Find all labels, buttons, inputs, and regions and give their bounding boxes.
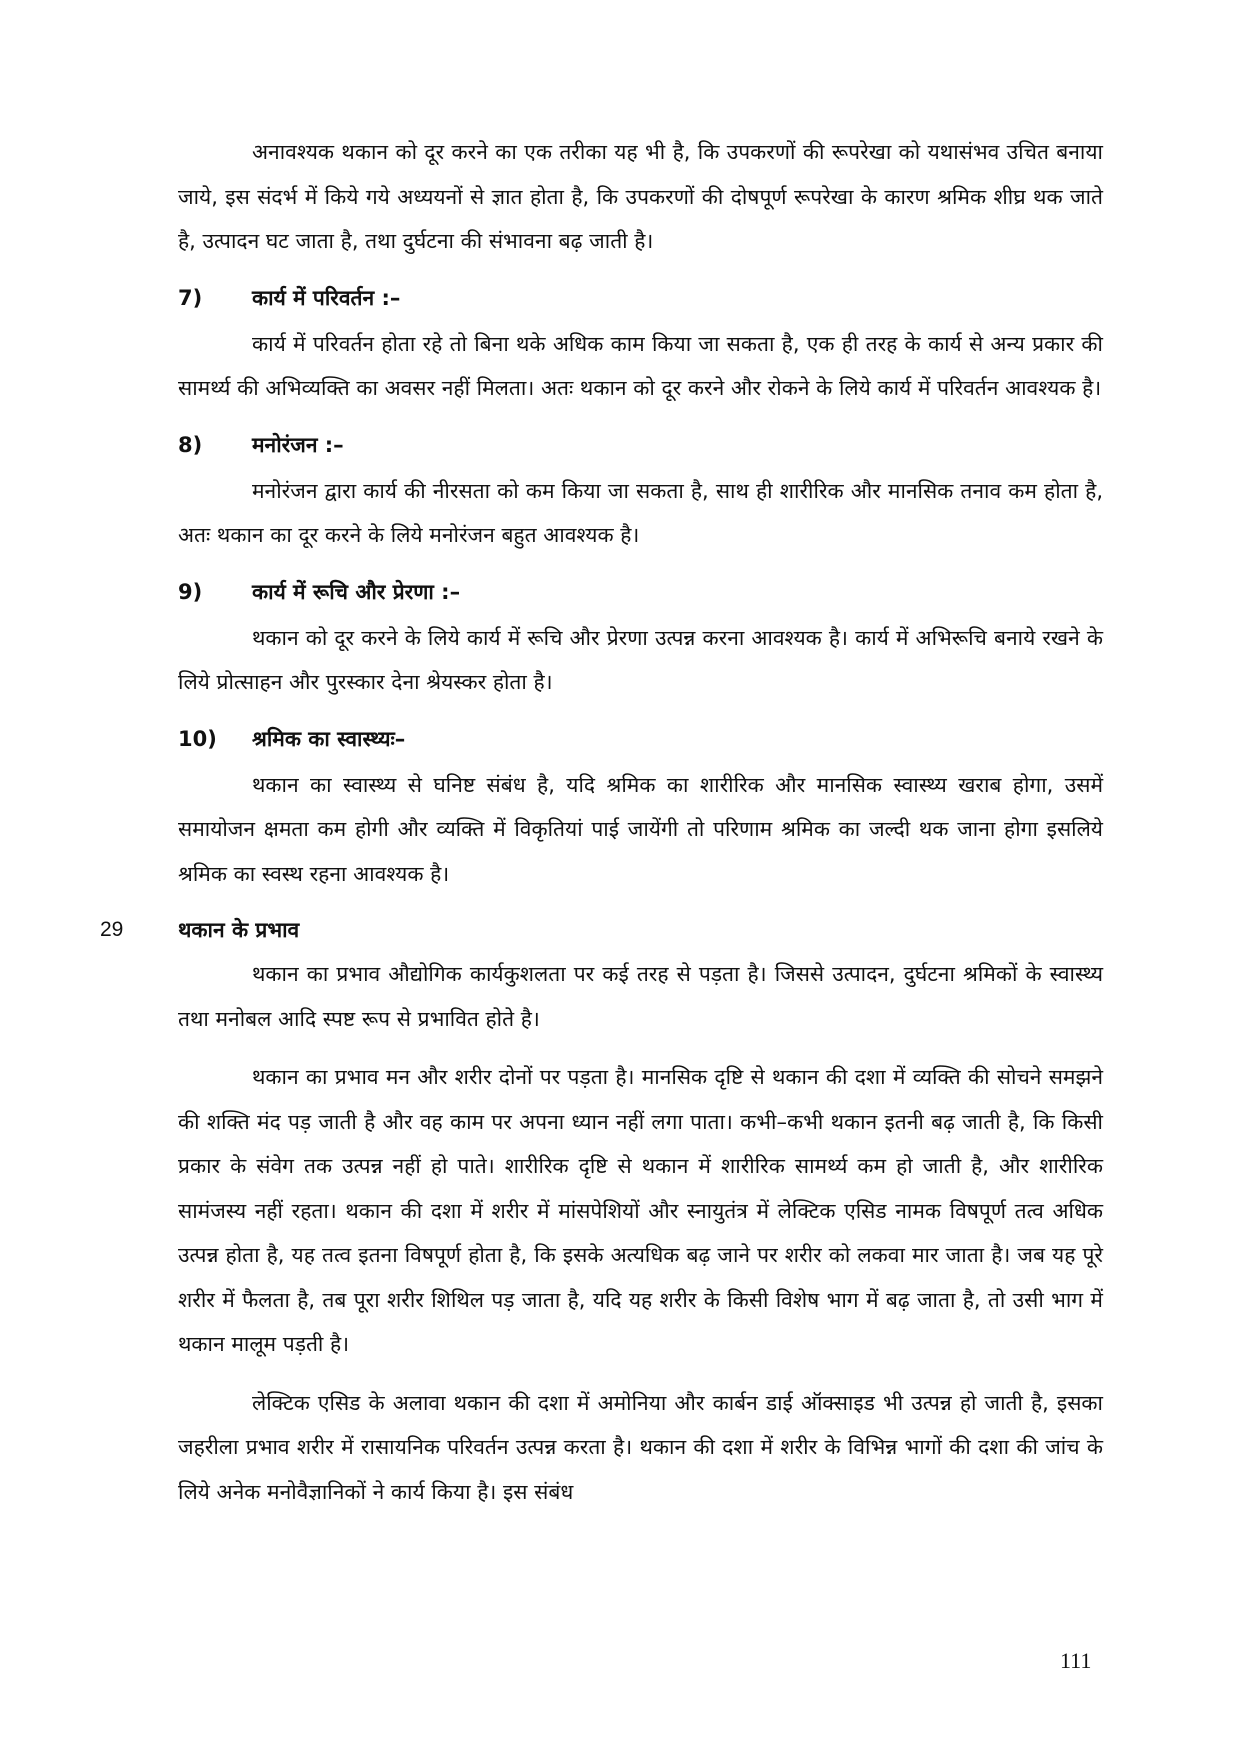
heading-title: कार्य में रूचि और प्रेरणा :–: [252, 579, 461, 604]
section-number: 29: [100, 918, 124, 941]
heading-number: 10): [178, 726, 217, 751]
heading-recreation: [178, 425, 1103, 465]
heading-interest-motivation: [178, 572, 1103, 612]
page-number: 111: [1060, 1648, 1092, 1673]
heading-title: मनोरंजन :–: [252, 432, 344, 457]
heading-number: 7): [178, 285, 203, 310]
heading-title: कार्य में परिवर्तन :–: [252, 285, 401, 310]
heading-number: 9): [178, 579, 203, 604]
section-title: थकान के प्रभाव: [178, 918, 300, 942]
paragraph-fatigue-effects-2: थकान का प्रभाव मन और शरीर दोनों पर पड़ता है। मानसिक दृष्टि से थकान की दशा में व्यक्ति की सोचने समझने की शक्ति मंद पड़ जाती है और वह काम पर अपना ध्यान नहीं लगा पाता। कभी–कभी थकान इतनी बढ़ जाती है, कि किसी प्रकार के संवेग तक उत्पन्न नहीं हो पाते। शारीरिक दृष्टि से थकान में शारीरिक सामर्थ्य कम हो जाती है, और शारीरिक सामंजस्य नहीं रहता। थकान की दशा में शरीर में मांसपेशियों और स्नायुतंत्र में लेक्टिक एसिड नामक विषपूर्ण तत्व अधिक उत्पन्न होता है, यह तत्व इतना विषपूर्ण होता है, कि इसके अत्यधिक बढ़ जाने पर शरीर को लकवा मार जाता है। जब यह पूरे शरीर में फैलता है, तब पूरा शरीर शिथिल पड़ जाता है, यदि यह शरीर के किसी विशेष भाग में बढ़ जाता है, तो उसी भाग में थकान मालूम पड़ती है।: [178, 1065, 1103, 1356]
paragraph-worker-health: थकान का स्वास्थ्य से घनिष्ट संबंध है, यदि श्रमिक का शारीरिक और मानसिक स्वास्थ्य खराब होगा, उसमें समायोजन क्षमता कम होगी और व्यक्ति में विकृतियां पाई जायेंगी तो परिणाम श्रमिक का जल्दी थक जाना होगा इसलिये श्रमिक का स्वस्थ रहना आवश्यक है।: [178, 772, 1103, 886]
heading-number: 8): [178, 432, 203, 457]
paragraph-fatigue-effects-3: लेक्टिक एसिड के अलावा थकान की दशा में अमोनिया और कार्बन डाई ऑक्साइड भी उत्पन्न हो जाती है, इसका जहरीला प्रभाव शरीर में रासायनिक परिवर्तन उत्पन्न करता है। थकान की दशा में शरीर के विभिन्न भागों की दशा की जांच के लिये अनेक मनोवैज्ञानिकों ने कार्य किया है। इस संबंध: [178, 1390, 1103, 1504]
paragraph-interest-motivation: थकान को दूर करने के लिये कार्य में रूचि और प्रेरणा उत्पन्न करना आवश्यक है। कार्य में अभिरूचि बनाये रखने के लिये प्रोत्साहन और पुरस्कार देना श्रेयस्कर होता है।: [178, 625, 1103, 694]
heading-worker-health: [178, 719, 1103, 759]
heading-title: श्रमिक का स्वास्थ्यः–: [252, 726, 406, 751]
section-heading-fatigue-effects: [100, 910, 1103, 950]
paragraph-work-change: कार्य में परिवर्तन होता रहे तो बिना थके अधिक काम किया जा सकता है, एक ही तरह के कार्य से अन्य प्रकार की सामर्थ्य की अभिव्यक्ति का अवसर नहीं मिलता। अतः थकान को दूर करने और रोकने के लिये कार्य में परिवर्तन आवश्यक है।: [178, 331, 1103, 400]
page-content: [100, 130, 1103, 1528]
paragraph-equipment-design: अनावश्यक थकान को दूर करने का एक तरीका यह भी है, कि उपकरणों की रूपरेखा को यथासंभव उचित बनाया जाये, इस संदर्भ में किये गये अध्ययनों से ज्ञात होता है, कि उपकरणों की दोषपूर्ण रूपरेखा के कारण श्रमिक शीघ्र थक जाते है, उत्पादन घट जाता है, तथा दुर्घटना की संभावना बढ़ जाती है।: [178, 140, 1103, 253]
heading-work-change: [178, 278, 1103, 318]
paragraph-fatigue-effects-1: थकान का प्रभाव औद्योगिक कार्यकुशलता पर कई तरह से पड़ता है। जिससे उत्पादन, दुर्घटना श्रमिकों के स्वास्थ्य तथा मनोबल आदि स्पष्ट रूप से प्रभावित होते है।: [178, 962, 1103, 1031]
paragraph-recreation: मनोरंजन द्वारा कार्य की नीरसता को कम किया जा सकता है, साथ ही शारीरिक और मानसिक तनाव कम होता है, अतः थकान का दूर करने के लिये मनोरंजन बहुत आवश्यक है।: [178, 478, 1103, 547]
